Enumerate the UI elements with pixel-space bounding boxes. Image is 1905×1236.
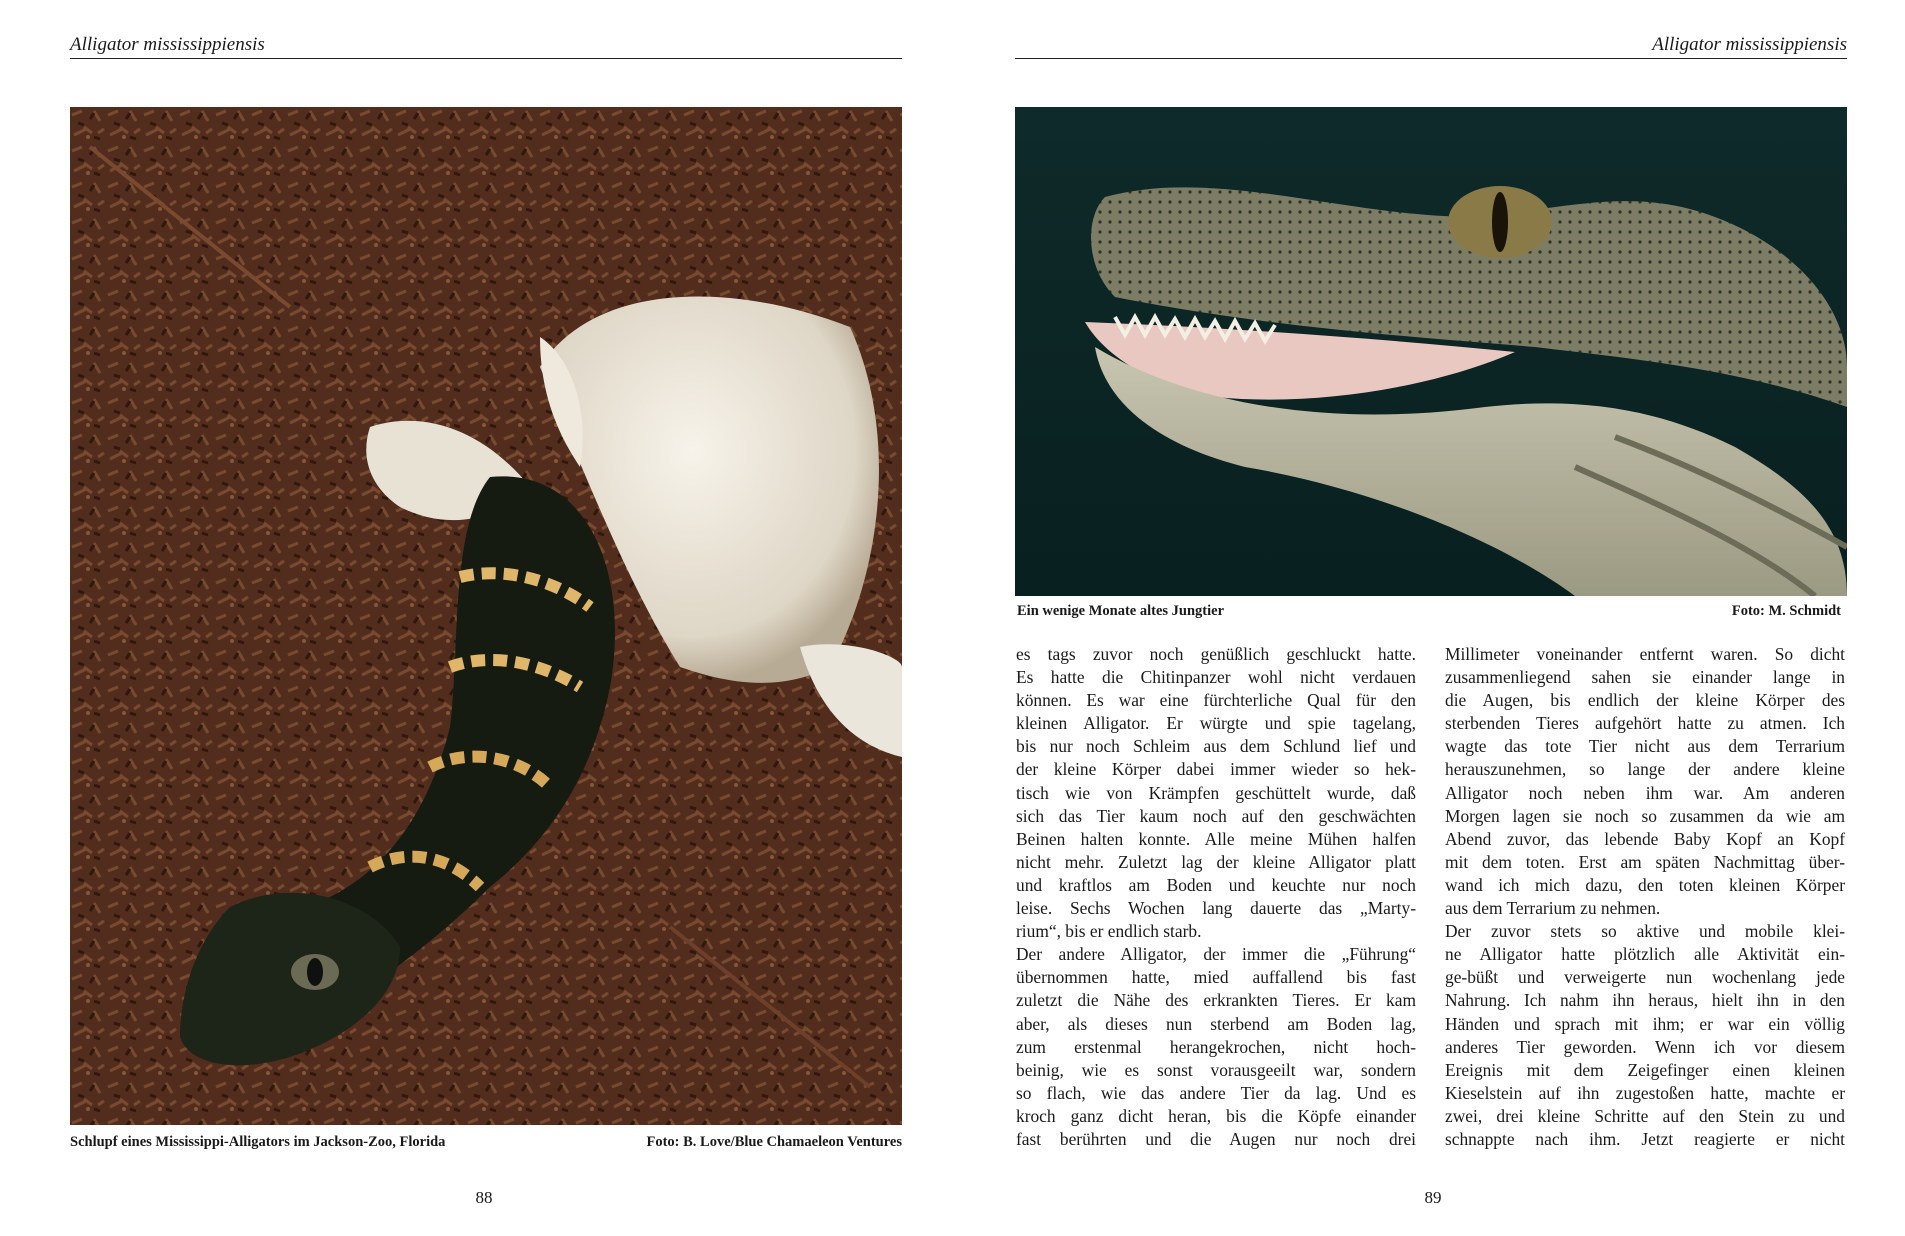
text-line: aber, als dieses nun sterbend am Boden lag,: [1016, 1013, 1416, 1034]
photo-caption: [70, 1133, 902, 1151]
text-line: mit dem toten. Erst am späten Nachmittag über-: [1445, 851, 1845, 872]
text-line: beinig, wie es sonst vorausgeeilt war, sondern: [1016, 1059, 1416, 1080]
running-header: Alligator mississippiensis: [1015, 34, 1847, 59]
text-line: Der andere Alligator, der immer die „Führung“: [1016, 944, 1416, 965]
text-line: übernommen hatte, mied auffallend bis fast: [1016, 967, 1416, 988]
text-line: nicht mehr. Zuletzt lag der kleine Alligator platt: [1016, 851, 1416, 872]
text-line: Es hatte die Chitinpanzer wohl nicht verdauen: [1016, 667, 1416, 688]
alligator-hatchling-icon: [70, 107, 902, 1125]
text-line: fast berührten und die Augen nur noch drei: [1016, 1128, 1416, 1149]
page-number: 89: [1424, 1188, 1442, 1207]
text-line: können. Es war eine fürchterliche Qual für den: [1016, 690, 1416, 711]
text-line: und kraftlos am Boden und keuchte nur noch: [1016, 874, 1416, 895]
text-line: Morgen lagen sie noch so zusammen da wie am: [1445, 805, 1845, 826]
alligator-hatchling-photo: [70, 107, 902, 1125]
left-page: [0, 0, 952, 1236]
text-line: leise. Sechs Wochen lang dauerte das „Marty-: [1016, 898, 1416, 919]
text-line: kroch ganz dicht heran, bis die Köpfe einander: [1016, 1105, 1416, 1126]
juvenile-alligator-head-icon: [1015, 107, 1847, 596]
text-line: rium“, bis er endlich starb.: [1016, 921, 1202, 942]
text-line: herauszunehmen, so lange der andere kleine: [1445, 759, 1845, 780]
text-line: Kieselstein auf ihn zugestoßen hatte, machte er: [1445, 1082, 1845, 1103]
text-line: kleinen Alligator. Er würgte und spie tagelang,: [1016, 713, 1416, 734]
photo-credit: Foto: M. Schmidt: [1731, 603, 1841, 619]
text-line: aus dem Terrarium zu nehmen.: [1445, 898, 1661, 919]
text-line: zwei, drei kleine Schritte auf den Stein zu und: [1445, 1105, 1845, 1126]
caption-text: Schlupf eines Mississippi-Alligators im Jackson-Zoo, Florida: [70, 1134, 446, 1150]
text-line: schnappte nach ihm. Jetzt reagierte er nicht: [1445, 1128, 1845, 1149]
caption-text: Ein wenige Monate altes Jungtier: [1017, 603, 1225, 619]
text-line: Beinen halten konnte. Alle meine Mühen halfen: [1016, 828, 1416, 849]
text-line: Millimeter voneinander entfernt waren. So dicht: [1445, 644, 1845, 664]
text-line: Händen und sprach mit ihm; er war ein völlig: [1445, 1013, 1845, 1034]
right-page: [952, 0, 1905, 1236]
text-line: Abend zuvor, das lebende Baby Kopf an Kopf: [1445, 828, 1845, 849]
text-line: tisch wie von Krämpfen geschüttelt wurde, daß: [1016, 782, 1416, 803]
text-line: wagte das tote Tier nicht aus dem Terrarium: [1445, 736, 1845, 757]
photo-credit: Foto: B. Love/Blue Chamaeleon Ventures: [646, 1134, 902, 1150]
running-header: Alligator mississippiensis: [70, 34, 902, 59]
text-line: zuletzt die Nähe des erkrankten Tieres. Er kam: [1016, 990, 1416, 1011]
photo-caption: [1015, 602, 1847, 620]
text-line: anderes Tier geworden. Wenn ich vor diesem: [1445, 1036, 1845, 1057]
text-line: die Augen, bis endlich der kleine Körper des: [1445, 690, 1845, 711]
body-text-column-2: [1445, 643, 1845, 1151]
text-line: wand ich mich dazu, den toten kleinen Körper: [1445, 874, 1845, 895]
text-line: es tags zuvor noch genüßlich geschluckt hatte.: [1016, 644, 1416, 664]
text-line: sich das Tier kaum noch auf den geschwächten: [1016, 805, 1416, 826]
text-line: zusammenliegend sahen sie einander lange in: [1445, 667, 1845, 688]
text-line: zum erstenmal herangekrochen, nicht hoch-: [1016, 1036, 1416, 1057]
juvenile-alligator-photo: [1015, 107, 1847, 596]
text-line: bis nur noch Schleim aus dem Schlund lief und: [1016, 736, 1416, 757]
text-line: so flach, wie das andere Tier da lag. Und es: [1016, 1082, 1416, 1103]
text-line: Ereignis mit dem Zeigefinger einen kleinen: [1445, 1059, 1845, 1080]
text-line: Der zuvor stets so aktive und mobile klei-: [1445, 921, 1845, 942]
body-text-column-1: [1016, 643, 1416, 1151]
page-number: 88: [475, 1188, 493, 1207]
text-line: ne Alligator hatte plötzlich alle Aktivität ein-: [1445, 944, 1845, 965]
text-line: ge-büßt und verweigerte nun wochenlang jede: [1445, 967, 1845, 988]
text-line: Alligator noch neben ihm war. Am anderen: [1445, 782, 1845, 803]
text-line: der kleine Körper dabei immer wieder so hek-: [1016, 759, 1416, 780]
text-line: sterbenden Tieres aufgehört hatte zu atmen. Ich: [1445, 713, 1845, 734]
text-line: Nahrung. Ich nahm ihn heraus, hielt ihn in den: [1445, 990, 1845, 1011]
